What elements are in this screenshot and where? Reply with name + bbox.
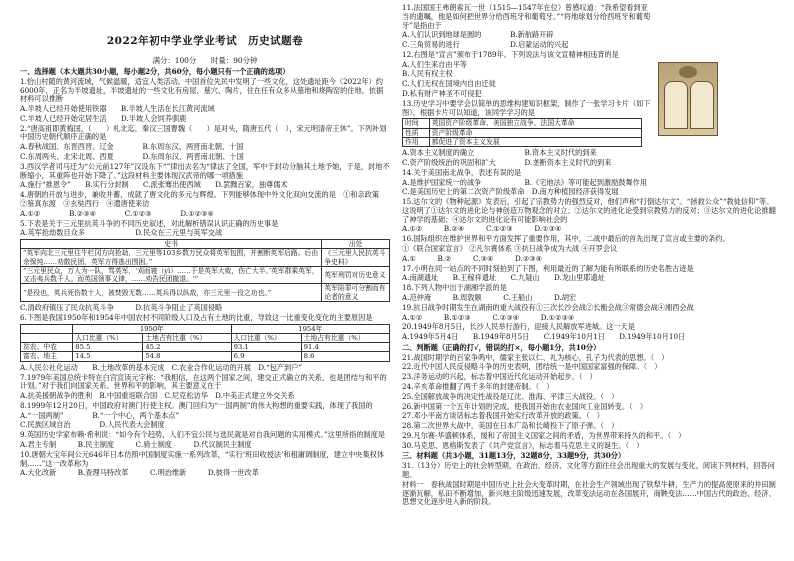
question-line: C.资产阶级统治的巩固和扩大 D.垄断资本主义时代的到来 xyxy=(402,158,612,167)
angel-figure-icon xyxy=(679,66,697,78)
question-line: 1.恰山村随的黄河流域，气候温暖，适宜人类活动。中国首位先民中发明了一些文化，这处遗址距今（2022年）约6000年，正名为半坡遗址，半坡遗址的一些文化有房屋、墓穴、陶片，住在任有众多从墓地和烧陶窑的住地。依据材料可以推断 xyxy=(20,76,384,104)
table-cell: 时间 xyxy=(403,119,430,128)
table-cell: 8.6 xyxy=(301,352,389,361)
question-line: 18.下列人物中出于湖湘学派的是 xyxy=(402,283,507,293)
table-cell: 土地占有比重（%） xyxy=(301,333,389,342)
table-cell: “三元里民众，万人为一队，骂英军，'刈而寝（yì）……于是英军大败，伤亡大半。’英军群乘英军，又击夷兵数千人。而英国领事义律，……劝告民团撤退。'” xyxy=(21,266,322,284)
table-cell: 作用 xyxy=(403,137,430,146)
table-row xyxy=(403,119,642,128)
table-cell: 93.1 xyxy=(231,343,301,352)
question-line: 16.国际组织在维护世界和平方面发挥了重要作用，其中，二战中最后的首先出现了宣言或主要的条约。 xyxy=(402,234,730,244)
table-row xyxy=(403,137,642,146)
question-line: A.春秋战国、东晋西晋、辽金 B.东周东汉、两晋南北朝、十国 xyxy=(20,142,244,152)
question-line: 21.战国时期学的百家争鸣中，儒家主张以仁、礼为核心，孔子为代表的思想。（ ） xyxy=(402,352,669,362)
table-header: 1954年 xyxy=(231,324,389,333)
question-line: A.英军抢劫数目众多 D.民众在三元里与英军交战 xyxy=(20,228,223,238)
question-line: 29.凡尔赛-华盛顿体系，缓和了帝国主义国家之间的矛盾，为世界带来持久的和平。（ ） xyxy=(402,430,686,440)
table-cell: 85.5 xyxy=(73,343,143,352)
question-line: A.资本主义制度的确立 B.资本主义时代的到来 xyxy=(402,148,597,158)
table-cell: 贫农、中农 xyxy=(21,343,73,352)
question-line: A.① B.② C.③④ D.②③④ xyxy=(402,253,543,263)
table-cell xyxy=(21,333,73,342)
table-cell: 45.2 xyxy=(143,343,231,352)
land-ratio-table xyxy=(20,324,390,362)
question-line: C.是美国历史上的第二次资产阶级革命 D.南方种植园经济获得发展 xyxy=(402,187,619,197)
history-sources-table xyxy=(20,239,390,302)
table-row xyxy=(21,343,390,352)
table-cell: 英军陷罪可分割而有论者的意义 xyxy=(322,284,390,302)
question-line: A.1949年5月4日 B.1949年8月5日 C.1949年10月1日 D.1949年10月10日 xyxy=(402,332,686,342)
question-line: A.“一国两制” B.“一个中心，两个基本点” xyxy=(20,410,180,420)
question-line: 材料一 春秋战国时期是中国历史上社会大变革时期，在社会生产领域出现了铁犁牛耕，生产力的提高使原来的井田制逐渐瓦解，私田不断增加，新兴地主阶级迅速发展，改革变法运动在各国展开，商鞅变法……中国古代的政治、经济、思想文化逐步进入新的阶段。 xyxy=(402,479,776,507)
question-line: 28.第二次世界大战中，美国在日本广岛和长崎投下了原子弹。（ ） xyxy=(402,421,619,431)
question-line: 8.1999年12月20日，中国政府对澳门行使主权。澳门回归为“一国两制”的伟大构想的重要实践，体现了我国的 xyxy=(20,400,373,410)
exam-meta: 满分：100分 时量：90分钟 xyxy=(152,56,258,65)
table-cell: 资产阶级革命 xyxy=(429,128,641,137)
question-line: A.大化改新 B.查理马特改革 C.明治维新 D.彼得一世改革 xyxy=(20,468,259,478)
table-cell: 91.4 xyxy=(301,343,389,352)
question-line: 20.1949年8月5日，长沙人民举行游行，迎接人民解放军进城。这一天是 xyxy=(402,322,635,332)
question-line: C.半坡人已经开始定居生活 D.半坡人会饲养驯鹿 xyxy=(20,113,187,123)
question-line: 2.“唐高祖即黄梅国，（ ）札北迄，秦汉三国曹魏（ ）是对头，隋唐五代（ ），宋元明清帝王休”。下列补划中国历史朝代顺序正确的是 xyxy=(20,123,387,142)
question-line: 26.新中国第一个五年计划的完成，使我国开始由农业国向工业国转变。（ ） xyxy=(402,401,648,411)
table-cell: 性质 xyxy=(403,128,430,137)
question-line: 11.法国国王弗朗索瓦一世（1515—1547年在位）曾感叹道：“我希望看到亚当的遗嘱，他是如何把世界分给西班牙和葡萄牙。”“将地球划分给西班牙和葡萄牙”是指由于 xyxy=(402,3,651,30)
question-line: 12.右图是“宣言”颁布于1789年。下列说法与该文宣精神相违背的是 xyxy=(402,49,619,59)
table-header: 史书 xyxy=(21,240,322,249)
table-header: 1950年 xyxy=(73,324,231,333)
question-line: 6.下图是我国1950年和1954年中国农村不同阶级人口及占有土地的比重，导致这一比重变化变化的主要原因是 xyxy=(20,312,373,322)
section-heading: 一、选择题（本大题共30小题，每小题2分，共60分，每小题只有一个正确的选项） xyxy=(20,67,290,76)
table-cell: 54.8 xyxy=(143,352,231,361)
right-column xyxy=(402,4,777,508)
question-line: 24.辛亥革命推翻了两千多年的封建帝制。（ ） xyxy=(402,381,554,391)
exam-title: 2022年初中学业学业考试 历史试题卷 xyxy=(106,35,304,47)
question-line: A.抗美援朝战争的胜利 B.中国重返联合国 C.尼克松访华 D.中美正式建立外交关系 xyxy=(20,391,295,401)
section-heading: 三、材料题（共3小题，31题13分，32题8分，33题9分，共30分） xyxy=(402,451,626,461)
table-cell: 6.9 xyxy=(231,352,301,361)
question-line: 3.西汉学者司马迁为“公元前127年”汉设东下“”律出去名为“律法了全国，军中于封功分脑其土地予她，于是，封地不断缩小，其重阵也开始下降了。”这段材料主要体现汉武帝的哪一项措施 xyxy=(20,161,390,180)
tablet-right-icon xyxy=(690,81,714,129)
question-line: 15.达尔文的《物种起源》发表后，引起了宗教势力的强烈反对，他们声称“打倒达尔文”。“拯救公众”“教徒信仰”等。这说明了①达尔文的进化论与神创造万物观念的对立；②达尔文的进化论受到宗教势力的反对；③达尔文的进化论推翻了神学的基础；④达尔文的进化论有可能影响社会的 xyxy=(402,197,776,224)
question-line: A.①② B.②④ C.①②③ D.①③④ xyxy=(402,224,562,234)
table-cell: 人口比重（%） xyxy=(73,333,143,342)
question-line: C.三角贸易的进行 D.启蒙运动的兴起 xyxy=(402,40,569,50)
question-line: 14.关于美国南北战争，表述有误的是 xyxy=(402,167,522,177)
question-line: ①《联合国家宣言》 ②凡尔赛体系 ③抗日战争成为大战 ④开罗会议 xyxy=(402,244,618,254)
study-card-table xyxy=(402,118,642,147)
question-line: A.是维护国家统一的战争 B.《宅地法》等可能起到激励鼓舞作用 xyxy=(402,177,648,187)
question-line: C.清政府镇压了民众抗英斗争 D.抗英斗争阻止了英国侵略 xyxy=(20,303,223,313)
table-header: 出处 xyxy=(322,240,390,249)
table-row xyxy=(21,284,390,302)
question-line: A.①② B.②③④ C.①②③ D.①②③④ xyxy=(20,208,214,218)
table-cell: 英国资产阶级革命、美国独立战争、法国大革命 xyxy=(429,119,641,128)
table-cell: 都促进了资本主义发展 xyxy=(429,137,641,146)
table-row xyxy=(403,128,642,137)
table-row xyxy=(21,352,390,361)
question-line: A.半坡人已经开始使用铁器 B.半坡人生活在长江黄河流域 xyxy=(20,104,215,114)
table-cell: 14.5 xyxy=(73,352,143,361)
question-line: A.①② B.①②③ C.②③④ D.①②③④ xyxy=(402,312,575,322)
question-line: 19.抗日战争时期发生在湖南的重大战役有①三次长沙会战②长衡会战③常德会战④湘西会战 xyxy=(402,302,694,312)
question-line: 27.邓小平南方谈话标志着我国开始实行改革开放的政策。（ ） xyxy=(402,411,604,421)
question-line: C.人们无权在国境内自由迁徙 xyxy=(402,79,496,89)
question-line: 4.唐朝的开放与进步，兼收并蓄，成就了唐文化的多元与辉煌。下列能够体现中外文化双向交流的是 ①和亲政策 ②鉴真东渡 ③玄奘西行 ④遣唐使来访 xyxy=(20,190,387,208)
question-line: 23.洋务运动的兴起，标志着中国近代化运动开始起步。（ ） xyxy=(402,372,597,382)
question-line: 5.下表是关于三元里抗英斗争的不同历史叙述，对此解析错误认识正确的历史事是 xyxy=(20,218,279,228)
question-line: A.君主专制 B.民主制度 C.骑士制度 D.代议制民主制度 xyxy=(20,439,252,449)
question-line: 17.小明在同一站点的不同时刻拍到了下图，利用最近的了解为能有所联系的历史名胜古迹是 xyxy=(402,263,694,273)
question-line: 7.1979年美国总统卡特在白宫宣读元字称：“我相信，在这两个国家之间，建交正式确立的关系，也是团结与和平的计划。”对于我们向国家关系、世界和平的影响，其主要意义在于 xyxy=(20,372,387,391)
question-line: A.范仲淹 B.周敦颐 C.王船山 D.胡宏 xyxy=(402,292,577,302)
table-header xyxy=(21,324,73,333)
question-line: A.南湖遗址 B.王稼祥遗址 C.九疑山 D.龙山里耶遗址 xyxy=(402,273,605,283)
question-line: 30.马克思、恩格斯发表了《共产党宣言》，标志着马克思主义的诞生。（ ） xyxy=(402,440,644,450)
question-line: A.人们认识到地球是圆的 B.新航路开辟 xyxy=(402,30,554,40)
table-cell: 富农、地主 xyxy=(21,352,73,361)
question-line: A.人们生来自由平等 xyxy=(402,59,467,69)
question-line: 22.近代中国人民反侵略斗争的历史表明，团结统一是中国国家富强的保障。（ ） xyxy=(402,362,662,372)
question-line: 10.唐朝大宝年间公元646年日本仿照中国制度实施一系列改革，“实行‘班田收授法’和租庸调制度，建立中央集权体制……”这一改革称为 xyxy=(20,449,385,468)
table-cell: 人口比重（%） xyxy=(231,333,301,342)
question-line: A.施行“推恩令” B.实行分封制 C.派张骞出使西域 D.罢黜百家，独尊儒术 xyxy=(20,180,288,190)
section-heading: 二、判断题（正确的打√，错误的打×，每小题1分，共10分） xyxy=(402,342,601,352)
left-column xyxy=(20,66,390,479)
declaration-tablet-image xyxy=(658,62,718,136)
table-cell: 土地占有比重（%） xyxy=(143,333,231,342)
question-line: 13.历史学习中要学会以简单的思维构建知识框架，制作了一张学习卡片（如下图），根据卡片可以知道，该同学学习的是 xyxy=(402,98,651,117)
table-row xyxy=(21,266,390,284)
question-line: D.私有财产神圣不可侵犯 xyxy=(402,89,482,99)
question-line: A.人民公社化运动 B.土地改革的基本完成 C.农业合作化运动的开展 D.“包产到户” xyxy=(20,362,303,372)
question-line: B.人民有权主权 xyxy=(402,69,453,79)
table-cell: 英军刑罚对历史意义 xyxy=(322,266,390,284)
question-line: C.民族区域自治 D.人民代表大会制度 xyxy=(20,420,165,430)
question-line: 31.（13分）历史上的社会转型期，在政治、经济、文化等方面往往会出现重大的发展与变化，阅读下列材料，回答问题。 xyxy=(402,461,775,479)
table-row xyxy=(21,249,390,267)
question-line: C.东周两头、北宋北周、西夏 D.东周东汉、两晋南北朝、十国 xyxy=(20,152,244,162)
table-cell: 《三元里人民抗英斗争史料》 xyxy=(322,249,390,267)
tablet-left-icon xyxy=(664,81,688,129)
table-cell: “英军向北三元里往牛栏冈方向抢劫，三元里等103乡数万民众将英军包围，并割断英军后路。后由余保纯……劝散民团，英军方得逃出围困。” xyxy=(21,249,322,267)
question-line: 25.全国解放战争的决定性战役是辽沈、淮海、平津三大战役。（ ） xyxy=(402,391,619,401)
table-cell: “是役也，英兵死伤数十人，被焚毁无数……英兵得以纵敌，亦三元里一役之功也。” xyxy=(21,284,322,302)
question-line: 9.英国历史学家布赖·希利说：“如今有个趋势，人们不宜公民与选民就是对自我问题的实用模式。”这里所指的制度是 xyxy=(20,430,386,440)
